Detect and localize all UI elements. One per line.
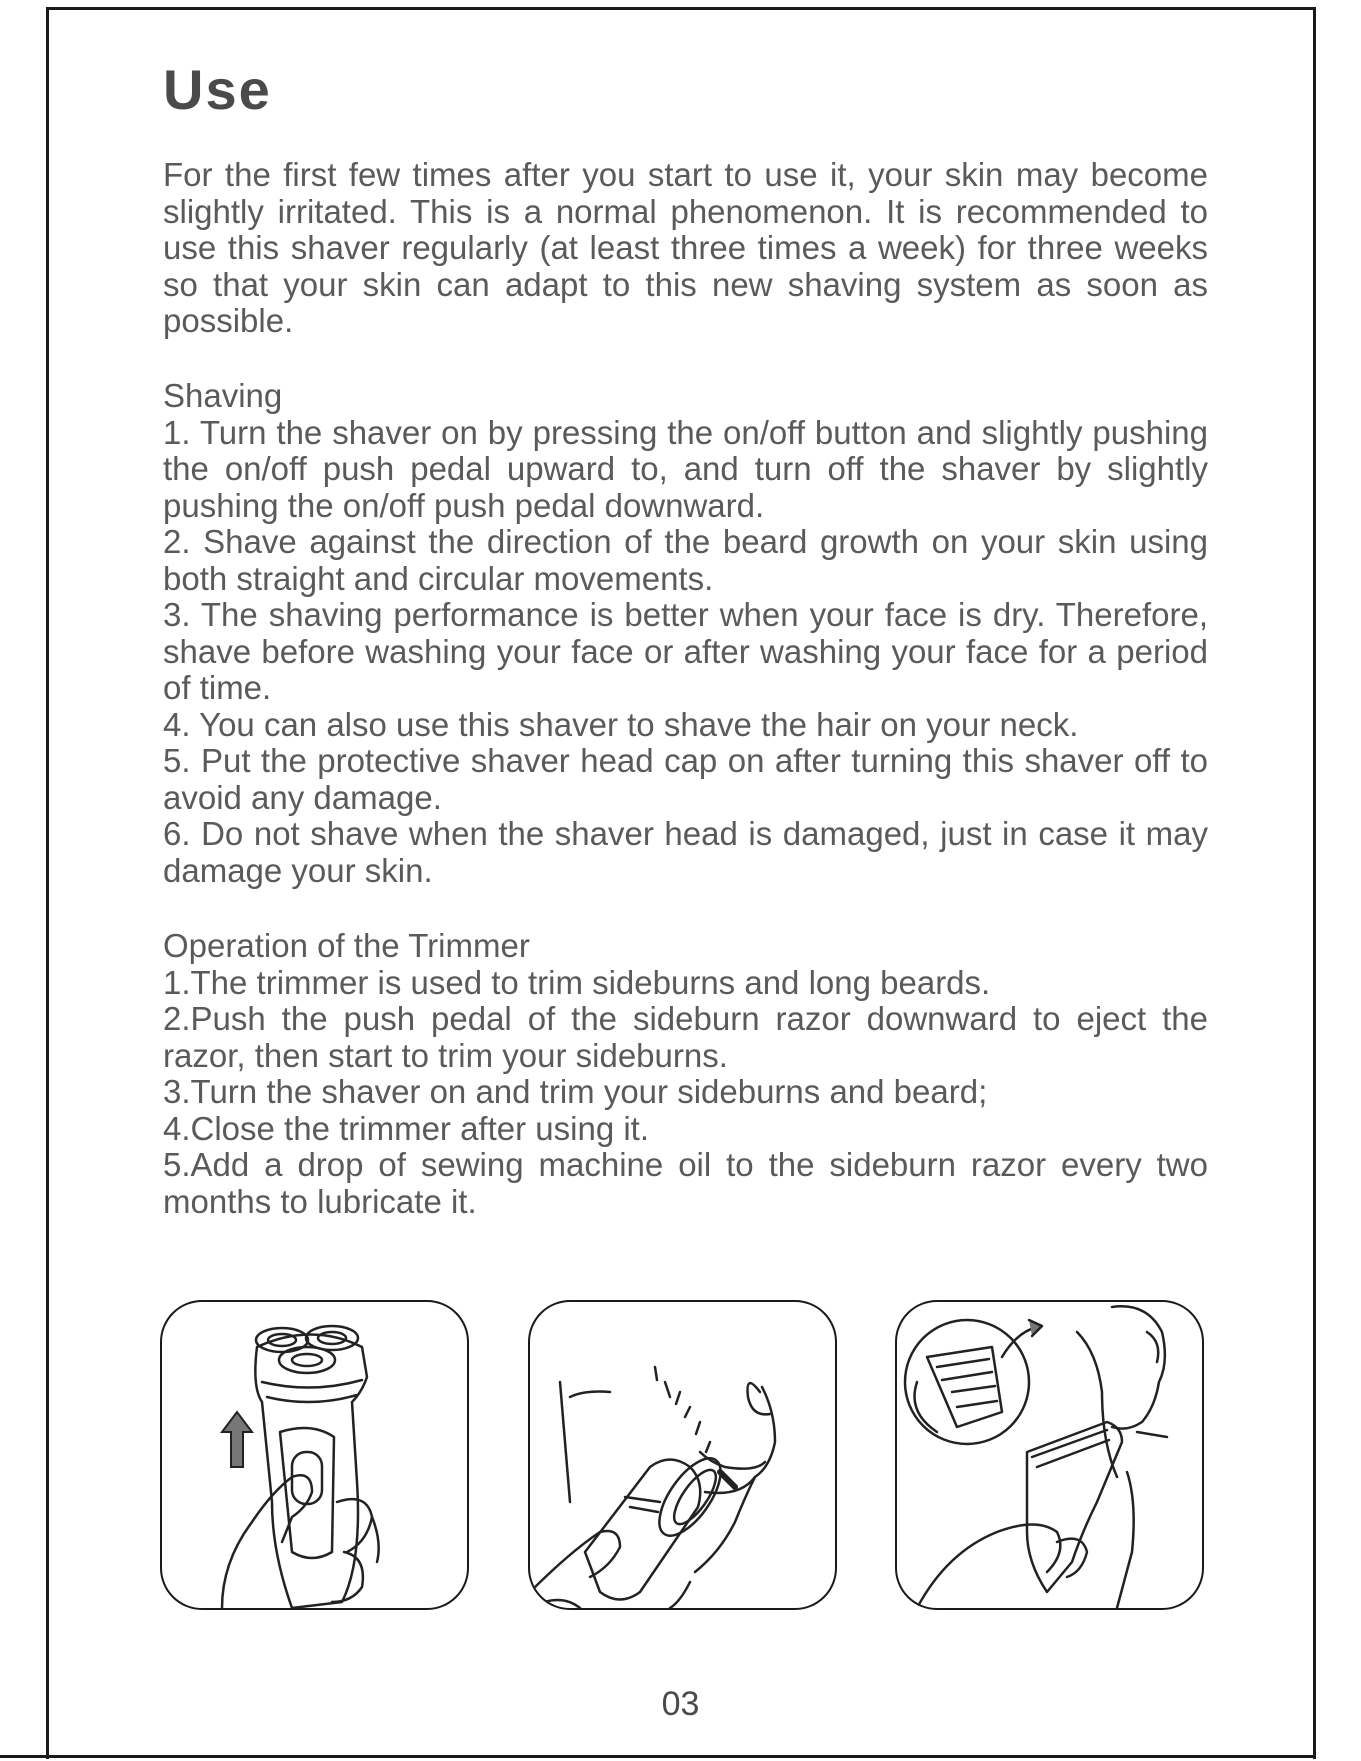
shaving-step: 4. You can also use this shaver to shave the hair on your neck. — [163, 705, 1079, 743]
trimmer-step: 2.Push the push pedal of the sideburn razor downward to eject the razor, then start to trim your sideburns. — [163, 1000, 1208, 1074]
page-border-right — [1313, 7, 1316, 1759]
page-border-left — [46, 7, 49, 1759]
shaving-face-illustration — [528, 1300, 837, 1610]
trimmer-steps — [163, 965, 1208, 1221]
shaving-section — [163, 378, 1208, 889]
shaving-step: 3. The shaving performance is better when your face is dry. Therefore, shave before washing your face or after washing your face for a period of time. — [163, 596, 1208, 706]
shaving-step: 1. Turn the shaver on by pressing the on/off button and slightly pushing the on/off push pedal upward to, and turn off the shaver by slightly pushing the on/off push pedal downward. — [163, 413, 1208, 524]
shaving-step: 2. Shave against the direction of the beard growth on your skin using both straight and circular movements. — [163, 523, 1208, 597]
intro-section — [163, 157, 1208, 340]
trimmer-step: 3.Turn the shaver on and trim your sideburns and beard; — [163, 1073, 988, 1110]
trimmer-step: 5.Add a drop of sewing machine oil to the sideburn razor every two months to lubricate it. — [163, 1146, 1208, 1220]
trimmer-sideburn-drawing — [897, 1302, 1202, 1608]
shaving-step: 6. Do not shave when the shaver head is damaged, just in case it may damage your skin. — [163, 815, 1208, 889]
trimmer-step: 1.The trimmer is used to trim sideburns and long beards. — [163, 963, 991, 1001]
page-border-bottom — [0, 1755, 1316, 1758]
illustration-row — [160, 1300, 1205, 1608]
intro-paragraph: For the first few times after you start to use it, your skin may become slightly irritated. This is a normal phenomenon. It is recommended to use this shaver regularly (at least three times a week) for three weeks so that your skin can adapt to this new shaving system as soon as possible. — [163, 156, 1208, 339]
page-number: 03 — [661, 1685, 700, 1723]
trimmer-sideburn-illustration — [895, 1300, 1204, 1610]
page-title: Use — [163, 58, 272, 121]
trimmer-section — [163, 928, 1208, 1220]
shaver-power-on-illustration — [160, 1300, 469, 1610]
trimmer-heading: Operation of the Trimmer — [163, 927, 530, 964]
page-border-top — [46, 7, 1316, 10]
shaving-steps — [163, 415, 1208, 890]
shaving-step: 5. Put the protective shaver head cap on after turning this shaver off to avoid any damage. — [163, 742, 1208, 816]
shaving-face-drawing — [530, 1302, 835, 1608]
shaving-heading: Shaving — [163, 377, 283, 414]
trimmer-step: 4.Close the trimmer after using it. — [163, 1109, 650, 1147]
shaver-power-on-drawing — [162, 1302, 467, 1608]
